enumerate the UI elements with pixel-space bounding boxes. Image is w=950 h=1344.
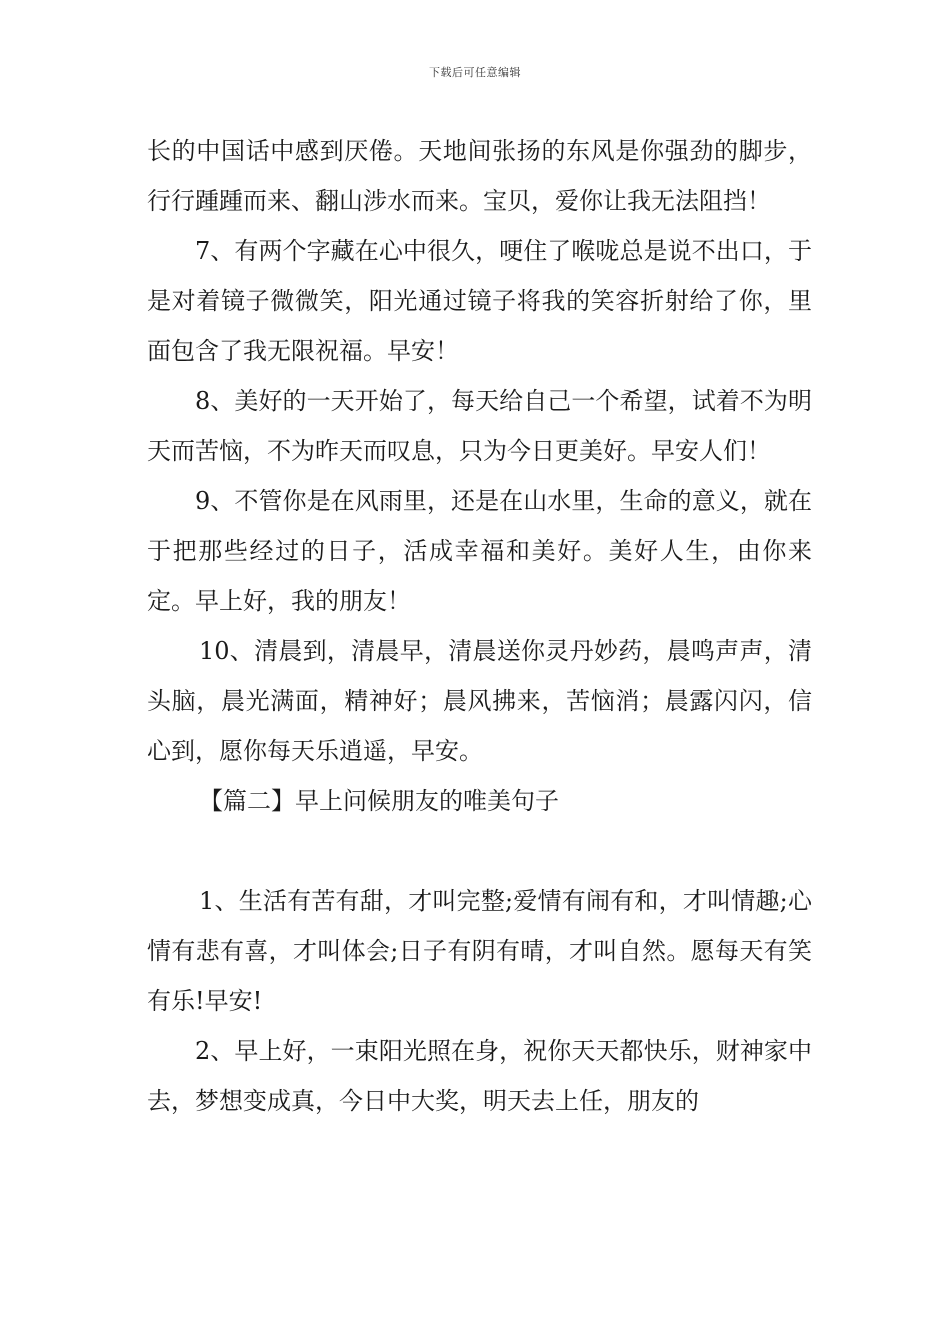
paragraph-continuation: 长的中国话中感到厌倦。天地间张扬的东风是你强劲的脚步，行行踵踵而来、翻山涉水而来。宝贝，爱你让我无法阻挡！ [147,137,812,215]
page-header-note: 下载后可任意编辑 [429,66,521,79]
paragraph-8: 8、美好的一天开始了，每天给自己一个希望，试着不为明天而苦恼，不为昨天而叹息，只为今日更美好。早安人们！ [147,387,812,465]
section-title: 【篇二】早上问候朋友的唯美句子 [199,787,559,815]
document-body [147,126,812,1126]
section2-paragraph-2: 2、早上好，一束阳光照在身，祝你天天都快乐，财神家中去，梦想变成真，今日中大奖，明天去上任，朋友的 [147,1037,812,1115]
blank-line [147,826,812,876]
section2-paragraph-1: 1、生活有苦有甜，才叫完整;爱情有闹有和，才叫情趣;心情有悲有喜，才叫体会;日子有阴有晴，才叫自然。愿每天有笑有乐!早安! [147,887,812,1015]
paragraph-10: 10、清晨到，清晨早，清晨送你灵丹妙药，晨鸣声声，清头脑，晨光满面，精神好；晨风拂来，苦恼消；晨露闪闪，信心到，愿你每天乐逍遥，早安。 [147,637,812,765]
paragraph-9: 9、不管你是在风雨里，还是在山水里，生命的意义，就在于把那些经过的日子，活成幸福和美好。美好人生，由你来定。早上好，我的朋友！ [147,487,812,615]
paragraph-7: 7、有两个字藏在心中很久，哽住了喉咙总是说不出口，于是对着镜子微微笑，阳光通过镜子将我的笑容折射给了你，里面包含了我无限祝福。早安！ [147,237,812,365]
